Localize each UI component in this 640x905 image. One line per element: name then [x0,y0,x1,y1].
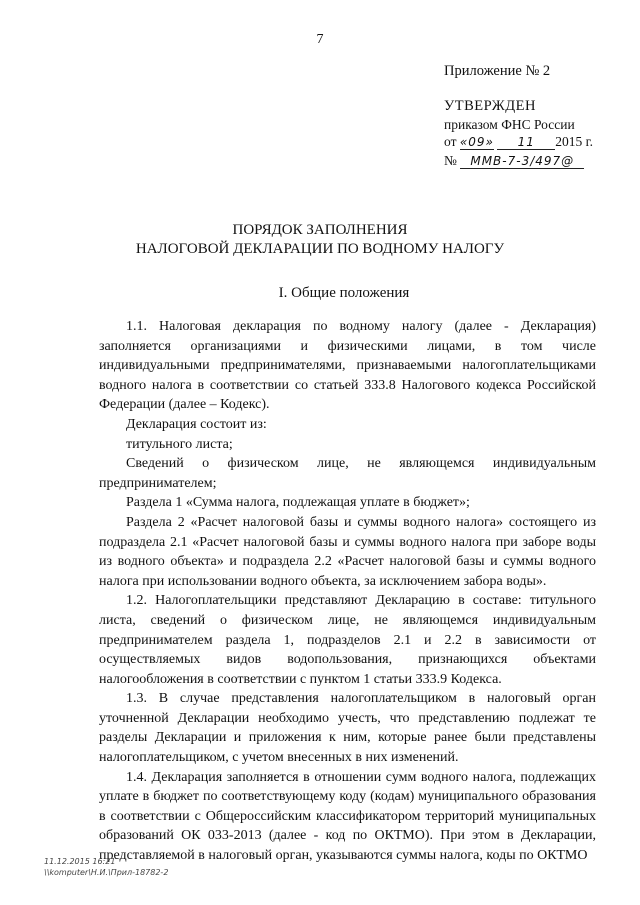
document-title-line2: НАЛОГОВОЙ ДЕКЛАРАЦИИ ПО ВОДНОМУ НАЛОГУ [135,241,505,257]
section-heading: I. Общие положения [278,285,410,301]
paragraph-personal-info: Сведений о физическом лице, не являющемся индивидуальным предпринимателем; [99,456,596,491]
approval-heading: УТВЕРЖДЕН [444,98,536,114]
paragraph-1-4: 1.4. Декларация заполняется в отношении сумм водного налога, подлежащих уплате в бюджет по соответствующему коду (кодам) муниципального образования в соответствии с Общероссийским классификатором территорий муниципальных образований ОК 033-2013 (далее - код по ОКТМО). При этом в Декларации, представляемой в налоговый орган, указываются суммы налога, коды по ОКТМО [99,769,596,864]
date-month: 11 [497,135,555,150]
paragraph-1-2: 1.2. Налогоплательщики представляют Декларацию в составе: титульного листа, сведений о физическом лице, не являющемся индивидуальным предпринимателем раздела 1, подразделов 2.1 и 2.2 в зависимости от осуществляемых видов водопользования, признающихся объектами налогообложения в соответствии с пунктом 1 статьи 333.9 Кодекса. [99,593,596,687]
paragraph-composition: Декларация состоит из: [126,416,267,432]
number-prefix: № [444,153,457,168]
paragraph-1-3: 1.3. В случае представления налогоплательщиком в налоговый орган уточненной Декларации необходимо учесть, что представлению подлежат те разделы Декларации и приложения к ним, которые ранее были представлены налогоплательщиком, с учетом внесенных в них изменений. [99,691,596,766]
paragraph-1-1: 1.1. Налоговая декларация по водному налогу (далее - Декларация) заполняется организациями и физическими лицами, в том числе индивидуальными предпринимателями, признаваемыми налогоплательщиками водного налога в соответствии со статьей 333.8 Налогового кодекса Российской Федерации (далее – Кодекс). [99,319,596,413]
document-body [99,317,596,866]
paragraph-section-1: Раздела 1 «Сумма налога, подлежащая уплате в бюджет»; [126,495,470,511]
document-title-line1: ПОРЯДОК ЗАПОЛНЕНИЯ [232,222,408,238]
order-number: ММВ-7-3/497@ [460,154,584,169]
approval-number-line [444,153,584,169]
approval-order-by: приказом ФНС России [444,117,575,132]
date-prefix: от [444,134,457,149]
date-year: 2015 г. [555,134,593,149]
file-stamp-path: \\komputer\Н.И.\Прил-18782-2 [44,868,169,877]
paragraph-section-2: Раздела 2 «Расчет налоговой базы и суммы водного налога» состоящего из подраздела 2.1 «Расчет налоговой базы и суммы водного налога при заборе воды из водного объекта» и подраздела 2.2 «Расчет налоговой базы и суммы водного налога при использовании водного объекта, за исключением забора воды». [99,514,596,589]
approval-date-line [444,134,593,150]
file-stamp-date: 11.12.2015 16:21 [44,857,116,866]
page-number: 7 [316,32,324,47]
file-stamp [44,856,168,878]
date-day: «09» [459,135,494,149]
appendix-label: Приложение № 2 [444,63,551,79]
paragraph-title-sheet: титульного листа; [126,436,233,452]
